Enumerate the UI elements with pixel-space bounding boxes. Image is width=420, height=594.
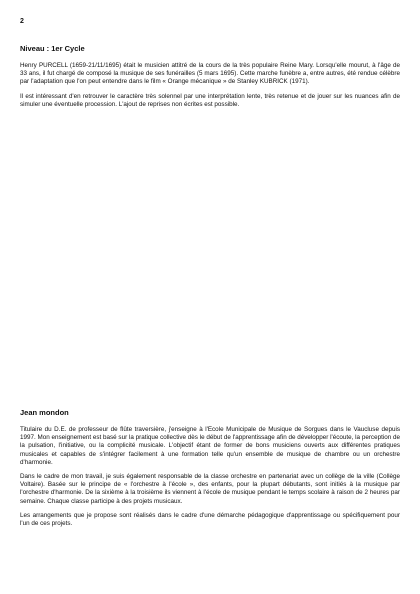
- page-number: 2: [20, 18, 24, 25]
- section-title: Niveau : 1er Cycle: [20, 44, 85, 53]
- section-title: Jean mondon: [20, 408, 69, 417]
- paragraph: Henry PURCELL (1659-21/11/1695) était le musicien attitré de la cours de la très populaire Reine Mary. Lorsqu'elle mourut, à l'âge de 33 ans, il fut chargé de composé la musique de ses funérailles (5 mars 1695). Cette marche funèbre a, entre autres, été rendue célèbre par l'adaptation que l'on peut entendre dans le film « Orange mécanique » de Stanley KUBRICK (1971).: [20, 62, 400, 86]
- paragraph: Dans le cadre de mon travail, je suis également responsable de la classe orchestre en partenariat avec un collège de la ville (Collège Voltaire). Basée sur le principe de « l'orchestre à l'école », des enfants, pour la plupart débutants, sont initiés à la musique par l'orchestre d'harmonie. De la sixième à la troisième ils viennent à l'école de musique pendant le temps scolaire à raison de 2 heures par semaine. Chaque classe participe à des projets musicaux.: [20, 473, 400, 505]
- section-author: [20, 408, 400, 534]
- paragraph: Titulaire du D.E. de professeur de flûte traversière, j'enseigne à l'Ecole Municipale de Musique de Sorgues dans le Vaucluse depuis 1997. Mon enseignement est basé sur la pratique collective dès le début de l'apprentissage afin de développer l'écoute, la perception de la pulsation, l'initiative, ou la complicité musicale. L'objectif étant de former de bons musiciens ouverts aux différentes pratiques musicales et capables de s'intégrer facilement à une formation telle qu'un ensemble de musique de chambre ou un orchestre d'harmonie.: [20, 426, 400, 466]
- section-niveau: [20, 44, 400, 115]
- paragraph: Il est intéressant d'en retrouver le caractère très solennel par une interprétation lente, très retenue et de jouer sur les nuances afin de simuler une éventuelle procession. L'ajout de reprises non écrites est possible.: [20, 92, 400, 108]
- paragraph: Les arrangements que je propose sont réalisés dans le cadre d'une démarche pédagogique d'apprentissage ou spécifiquement pour l'un de ces projets.: [20, 511, 400, 528]
